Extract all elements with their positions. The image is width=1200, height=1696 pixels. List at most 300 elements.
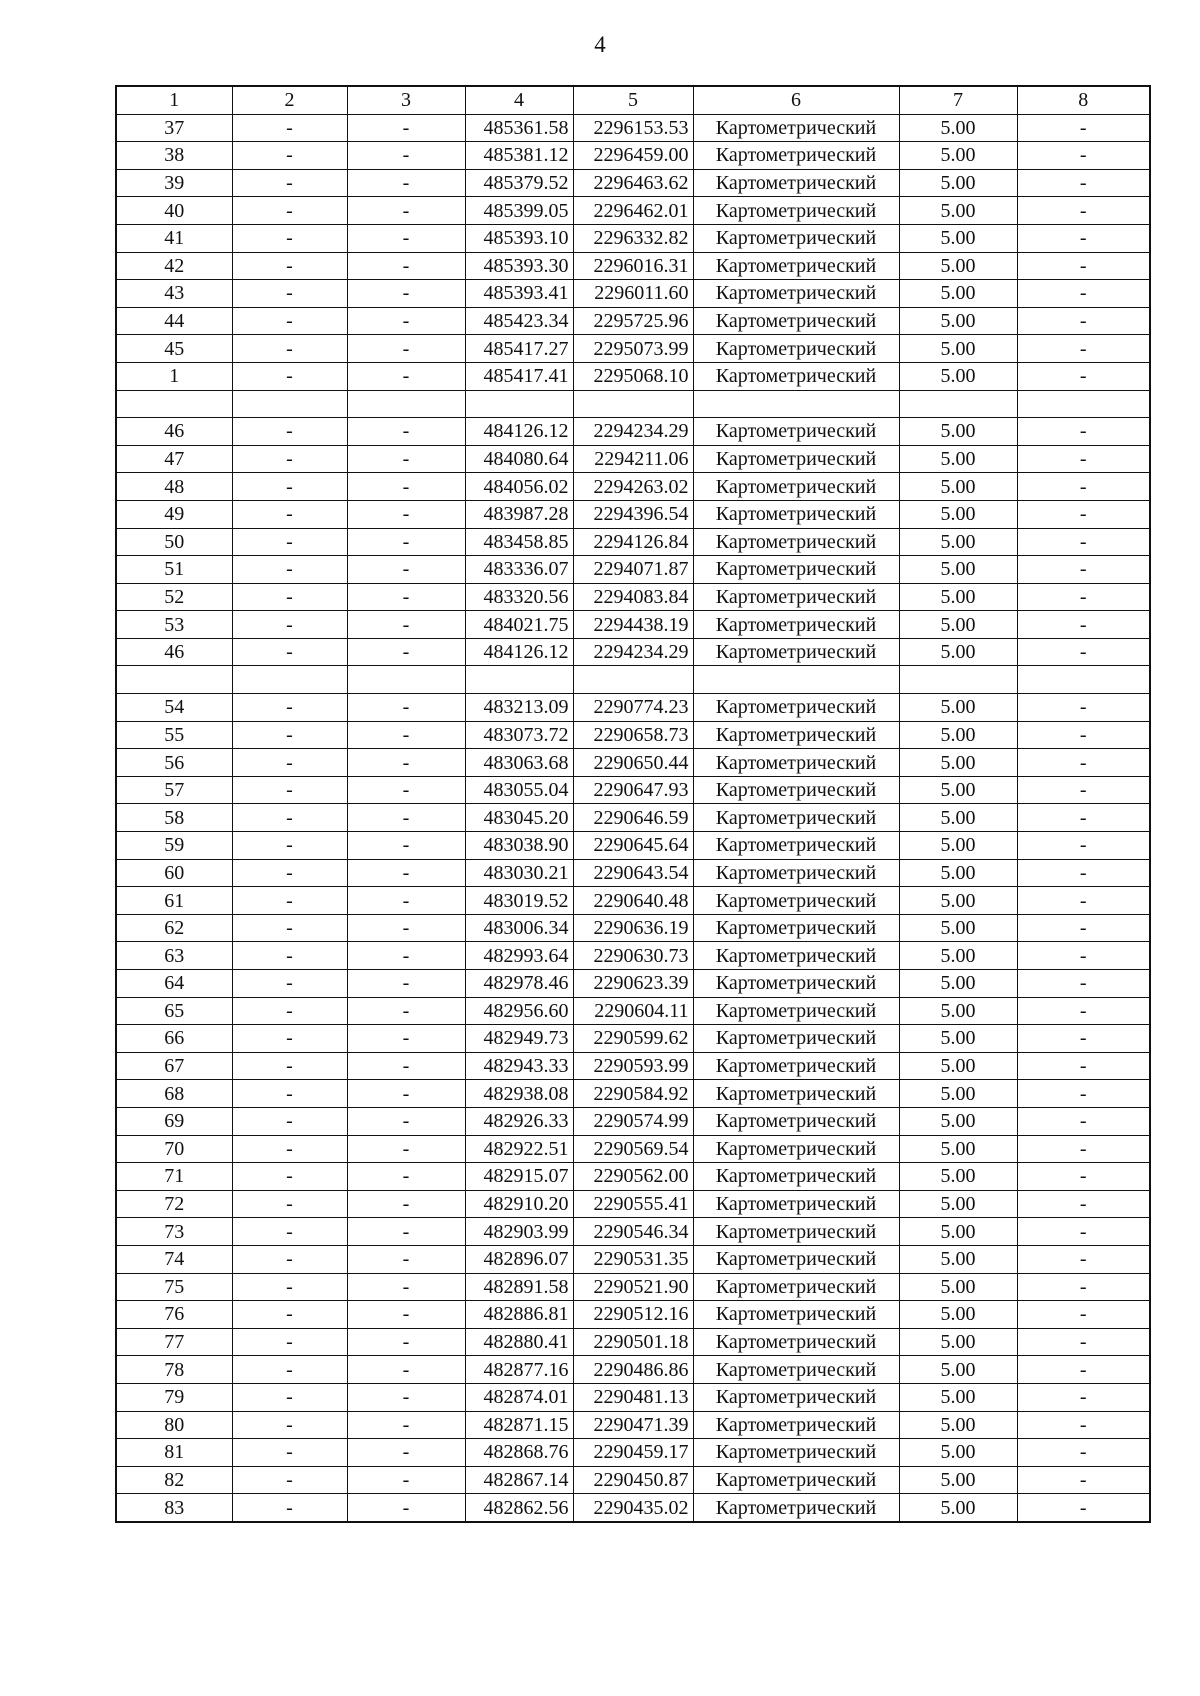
cell-col8: - <box>1017 307 1150 335</box>
coord-x: 482915.07 <box>465 1163 573 1191</box>
table-row <box>116 1190 1150 1218</box>
coord-x: 482867.14 <box>465 1466 573 1494</box>
precision: 5.00 <box>899 1273 1017 1301</box>
point-number: 78 <box>116 1356 232 1384</box>
coord-y: 2296459.00 <box>573 142 693 170</box>
cell-col3: - <box>347 721 465 749</box>
table-row <box>116 1135 1150 1163</box>
cell-col2: - <box>232 1218 347 1246</box>
coord-y: 2290501.18 <box>573 1328 693 1356</box>
cell-col3: - <box>347 1080 465 1108</box>
method: Картометрический <box>693 694 899 722</box>
cell-col2: - <box>232 556 347 584</box>
precision: 5.00 <box>899 362 1017 390</box>
cell-col2: - <box>232 1163 347 1191</box>
cell-col2: - <box>232 1107 347 1135</box>
coord-x: 482938.08 <box>465 1080 573 1108</box>
column-header: 7 <box>899 86 1017 114</box>
coord-y: 2290531.35 <box>573 1245 693 1273</box>
precision: 5.00 <box>899 114 1017 142</box>
coord-x: 485361.58 <box>465 114 573 142</box>
precision: 5.00 <box>899 252 1017 280</box>
point-number: 37 <box>116 114 232 142</box>
precision: 5.00 <box>899 335 1017 363</box>
table-row <box>116 142 1150 170</box>
coord-x: 482956.60 <box>465 997 573 1025</box>
table-row <box>116 307 1150 335</box>
cell-col3: - <box>347 1301 465 1329</box>
point-number: 52 <box>116 583 232 611</box>
table-row <box>116 666 1150 694</box>
method: Картометрический <box>693 776 899 804</box>
precision: 5.00 <box>899 1218 1017 1246</box>
method: Картометрический <box>693 362 899 390</box>
cell-col3: - <box>347 1245 465 1273</box>
cell-col8: - <box>1017 473 1150 501</box>
cell-col3: - <box>347 252 465 280</box>
coord-y: 2290521.90 <box>573 1273 693 1301</box>
table-row <box>116 169 1150 197</box>
coord-x: 482886.81 <box>465 1301 573 1329</box>
cell-col8 <box>1017 390 1150 418</box>
point-number: 46 <box>116 418 232 446</box>
table-row <box>116 1218 1150 1246</box>
point-number: 54 <box>116 694 232 722</box>
point-number: 50 <box>116 528 232 556</box>
coord-x: 485417.41 <box>465 362 573 390</box>
cell-col8: - <box>1017 362 1150 390</box>
cell-col3: - <box>347 970 465 998</box>
method: Картометрический <box>693 335 899 363</box>
precision: 5.00 <box>899 224 1017 252</box>
precision: 5.00 <box>899 749 1017 777</box>
table-row <box>116 1439 1150 1467</box>
cell-col3: - <box>347 887 465 915</box>
coord-y: 2296463.62 <box>573 169 693 197</box>
precision: 5.00 <box>899 1356 1017 1384</box>
method: Картометрический <box>693 114 899 142</box>
precision: 5.00 <box>899 970 1017 998</box>
cell-col2: - <box>232 1494 347 1522</box>
cell-col2: - <box>232 1356 347 1384</box>
cell-col3: - <box>347 749 465 777</box>
precision <box>899 666 1017 694</box>
cell-col2: - <box>232 197 347 225</box>
coord-y: 2290584.92 <box>573 1080 693 1108</box>
coord-x: 483320.56 <box>465 583 573 611</box>
cell-col8: - <box>1017 1411 1150 1439</box>
cell-col2: - <box>232 749 347 777</box>
cell-col8: - <box>1017 1135 1150 1163</box>
cell-col3: - <box>347 418 465 446</box>
point-number: 79 <box>116 1383 232 1411</box>
precision: 5.00 <box>899 1107 1017 1135</box>
table-row <box>116 749 1150 777</box>
table-row <box>116 445 1150 473</box>
cell-col3: - <box>347 362 465 390</box>
precision: 5.00 <box>899 1163 1017 1191</box>
method: Картометрический <box>693 611 899 639</box>
cell-col8: - <box>1017 776 1150 804</box>
method: Картометрический <box>693 224 899 252</box>
coord-y: 2295068.10 <box>573 362 693 390</box>
cell-col8: - <box>1017 1466 1150 1494</box>
coord-y: 2296462.01 <box>573 197 693 225</box>
point-number: 81 <box>116 1439 232 1467</box>
column-header: 3 <box>347 86 465 114</box>
point-number <box>116 666 232 694</box>
method: Картометрический <box>693 583 899 611</box>
table-row <box>116 1466 1150 1494</box>
table-row <box>116 1328 1150 1356</box>
coord-x: 483055.04 <box>465 776 573 804</box>
cell-col3: - <box>347 776 465 804</box>
cell-col8: - <box>1017 638 1150 666</box>
coord-x: 483006.34 <box>465 914 573 942</box>
coord-y: 2295725.96 <box>573 307 693 335</box>
method: Картометрический <box>693 142 899 170</box>
coord-x: 482896.07 <box>465 1245 573 1273</box>
coord-y: 2290555.41 <box>573 1190 693 1218</box>
cell-col2: - <box>232 776 347 804</box>
coord-y: 2290645.64 <box>573 832 693 860</box>
cell-col2: - <box>232 997 347 1025</box>
coord-x <box>465 390 573 418</box>
cell-col2: - <box>232 1466 347 1494</box>
cell-col3: - <box>347 804 465 832</box>
point-number: 46 <box>116 638 232 666</box>
cell-col8: - <box>1017 721 1150 749</box>
cell-col2: - <box>232 694 347 722</box>
point-number: 67 <box>116 1052 232 1080</box>
table-row <box>116 694 1150 722</box>
precision: 5.00 <box>899 914 1017 942</box>
table-row <box>116 362 1150 390</box>
cell-col3: - <box>347 528 465 556</box>
point-number: 43 <box>116 280 232 308</box>
coord-y: 2290481.13 <box>573 1383 693 1411</box>
point-number: 71 <box>116 1163 232 1191</box>
precision: 5.00 <box>899 1052 1017 1080</box>
cell-col8: - <box>1017 556 1150 584</box>
method: Картометрический <box>693 473 899 501</box>
cell-col8: - <box>1017 942 1150 970</box>
table-row <box>116 528 1150 556</box>
method: Картометрический <box>693 1080 899 1108</box>
cell-col2: - <box>232 1080 347 1108</box>
point-number: 44 <box>116 307 232 335</box>
coord-y: 2294234.29 <box>573 418 693 446</box>
cell-col8: - <box>1017 335 1150 363</box>
cell-col2: - <box>232 224 347 252</box>
cell-col8: - <box>1017 114 1150 142</box>
coord-x: 483045.20 <box>465 804 573 832</box>
table-header-row <box>116 86 1150 114</box>
method: Картометрический <box>693 970 899 998</box>
cell-col2: - <box>232 1052 347 1080</box>
cell-col8: - <box>1017 832 1150 860</box>
cell-col3: - <box>347 1273 465 1301</box>
point-number: 76 <box>116 1301 232 1329</box>
cell-col3: - <box>347 556 465 584</box>
cell-col3: - <box>347 997 465 1025</box>
precision: 5.00 <box>899 1025 1017 1053</box>
cell-col8: - <box>1017 1356 1150 1384</box>
cell-col2 <box>232 390 347 418</box>
coord-y: 2290658.73 <box>573 721 693 749</box>
coord-y: 2296153.53 <box>573 114 693 142</box>
coord-x: 482978.46 <box>465 970 573 998</box>
coord-x: 482880.41 <box>465 1328 573 1356</box>
table-row <box>116 583 1150 611</box>
coord-y: 2290486.86 <box>573 1356 693 1384</box>
precision: 5.00 <box>899 1411 1017 1439</box>
cell-col3: - <box>347 1439 465 1467</box>
cell-col8: - <box>1017 1052 1150 1080</box>
cell-col8: - <box>1017 859 1150 887</box>
precision: 5.00 <box>899 1301 1017 1329</box>
precision: 5.00 <box>899 1190 1017 1218</box>
coord-x: 483038.90 <box>465 832 573 860</box>
cell-col2: - <box>232 942 347 970</box>
point-number: 82 <box>116 1466 232 1494</box>
cell-col2: - <box>232 611 347 639</box>
coord-y: 2290623.39 <box>573 970 693 998</box>
method: Картометрический <box>693 280 899 308</box>
coord-y: 2290774.23 <box>573 694 693 722</box>
cell-col3: - <box>347 1218 465 1246</box>
cell-col2 <box>232 666 347 694</box>
table-row <box>116 473 1150 501</box>
point-number: 60 <box>116 859 232 887</box>
precision: 5.00 <box>899 473 1017 501</box>
method: Картометрический <box>693 1411 899 1439</box>
coord-x: 483063.68 <box>465 749 573 777</box>
method: Картометрический <box>693 942 899 970</box>
method: Картометрический <box>693 1218 899 1246</box>
method: Картометрический <box>693 1107 899 1135</box>
coord-y: 2296011.60 <box>573 280 693 308</box>
cell-col2: - <box>232 114 347 142</box>
coord-x: 482993.64 <box>465 942 573 970</box>
cell-col8: - <box>1017 528 1150 556</box>
precision: 5.00 <box>899 445 1017 473</box>
point-number: 64 <box>116 970 232 998</box>
method: Картометрический <box>693 500 899 528</box>
table-row <box>116 611 1150 639</box>
precision: 5.00 <box>899 1245 1017 1273</box>
point-number: 58 <box>116 804 232 832</box>
coord-x: 482943.33 <box>465 1052 573 1080</box>
point-number: 69 <box>116 1107 232 1135</box>
table-row <box>116 1494 1150 1522</box>
precision: 5.00 <box>899 1135 1017 1163</box>
column-header: 5 <box>573 86 693 114</box>
cell-col8: - <box>1017 804 1150 832</box>
cell-col2: - <box>232 832 347 860</box>
coord-x: 484126.12 <box>465 418 573 446</box>
coord-x: 483987.28 <box>465 500 573 528</box>
table-row <box>116 1107 1150 1135</box>
cell-col8: - <box>1017 280 1150 308</box>
point-number: 70 <box>116 1135 232 1163</box>
cell-col2: - <box>232 1025 347 1053</box>
coord-y: 2290647.93 <box>573 776 693 804</box>
coord-y: 2290450.87 <box>573 1466 693 1494</box>
method: Картометрический <box>693 1025 899 1053</box>
cell-col8: - <box>1017 197 1150 225</box>
precision: 5.00 <box>899 1383 1017 1411</box>
coord-y: 2294126.84 <box>573 528 693 556</box>
cell-col8: - <box>1017 1245 1150 1273</box>
table-row <box>116 1163 1150 1191</box>
coord-y: 2290593.99 <box>573 1052 693 1080</box>
cell-col3: - <box>347 914 465 942</box>
coord-y: 2294071.87 <box>573 556 693 584</box>
point-number: 45 <box>116 335 232 363</box>
precision <box>899 390 1017 418</box>
cell-col3: - <box>347 1052 465 1080</box>
coord-x: 485393.10 <box>465 224 573 252</box>
column-header: 1 <box>116 86 232 114</box>
method: Картометрический <box>693 638 899 666</box>
cell-col8: - <box>1017 142 1150 170</box>
table-row <box>116 252 1150 280</box>
cell-col2: - <box>232 1383 347 1411</box>
cell-col3: - <box>347 1190 465 1218</box>
cell-col8: - <box>1017 1301 1150 1329</box>
cell-col3: - <box>347 638 465 666</box>
coord-y: 2290604.11 <box>573 997 693 1025</box>
precision: 5.00 <box>899 1328 1017 1356</box>
cell-col2: - <box>232 280 347 308</box>
cell-col3: - <box>347 1411 465 1439</box>
point-number: 66 <box>116 1025 232 1053</box>
cell-col3: - <box>347 694 465 722</box>
precision: 5.00 <box>899 942 1017 970</box>
method <box>693 390 899 418</box>
point-number: 63 <box>116 942 232 970</box>
table-row <box>116 638 1150 666</box>
column-header: 2 <box>232 86 347 114</box>
point-number: 40 <box>116 197 232 225</box>
precision: 5.00 <box>899 721 1017 749</box>
table-row <box>116 887 1150 915</box>
point-number: 74 <box>116 1245 232 1273</box>
coord-x: 482862.56 <box>465 1494 573 1522</box>
coord-x: 485423.34 <box>465 307 573 335</box>
method: Картометрический <box>693 1163 899 1191</box>
cell-col8: - <box>1017 887 1150 915</box>
table-row <box>116 859 1150 887</box>
cell-col2: - <box>232 473 347 501</box>
precision: 5.00 <box>899 280 1017 308</box>
cell-col3: - <box>347 1135 465 1163</box>
coord-x: 483458.85 <box>465 528 573 556</box>
method: Картометрический <box>693 914 899 942</box>
cell-col8: - <box>1017 500 1150 528</box>
coord-y: 2290636.19 <box>573 914 693 942</box>
method: Картометрический <box>693 1245 899 1273</box>
coord-y: 2295073.99 <box>573 335 693 363</box>
cell-col8: - <box>1017 1190 1150 1218</box>
coord-y: 2290435.02 <box>573 1494 693 1522</box>
cell-col2: - <box>232 859 347 887</box>
cell-col2: - <box>232 638 347 666</box>
table-row <box>116 914 1150 942</box>
coord-x: 482871.15 <box>465 1411 573 1439</box>
coord-y: 2294083.84 <box>573 583 693 611</box>
cell-col3: - <box>347 280 465 308</box>
cell-col2: - <box>232 721 347 749</box>
cell-col3: - <box>347 197 465 225</box>
cell-col2: - <box>232 1135 347 1163</box>
coord-y: 2290640.48 <box>573 887 693 915</box>
method: Картометрический <box>693 1494 899 1522</box>
point-number: 41 <box>116 224 232 252</box>
cell-col8: - <box>1017 1494 1150 1522</box>
cell-col8: - <box>1017 1273 1150 1301</box>
coord-y: 2290471.39 <box>573 1411 693 1439</box>
cell-col8: - <box>1017 1383 1150 1411</box>
coord-x: 485379.52 <box>465 169 573 197</box>
table-row <box>116 197 1150 225</box>
cell-col2: - <box>232 804 347 832</box>
cell-col3 <box>347 390 465 418</box>
method: Картометрический <box>693 1466 899 1494</box>
method: Картометрический <box>693 528 899 556</box>
coord-x: 483336.07 <box>465 556 573 584</box>
cell-col3: - <box>347 1025 465 1053</box>
coord-x: 482874.01 <box>465 1383 573 1411</box>
coord-y: 2290599.62 <box>573 1025 693 1053</box>
point-number: 39 <box>116 169 232 197</box>
cell-col8: - <box>1017 1328 1150 1356</box>
cell-col2: - <box>232 1411 347 1439</box>
coord-y: 2290546.34 <box>573 1218 693 1246</box>
cell-col3: - <box>347 169 465 197</box>
method: Картометрический <box>693 169 899 197</box>
cell-col2: - <box>232 500 347 528</box>
cell-col3: - <box>347 1383 465 1411</box>
cell-col8: - <box>1017 997 1150 1025</box>
coord-x: 485399.05 <box>465 197 573 225</box>
cell-col2: - <box>232 335 347 363</box>
cell-col2: - <box>232 1245 347 1273</box>
method: Картометрический <box>693 1328 899 1356</box>
cell-col3: - <box>347 142 465 170</box>
precision: 5.00 <box>899 418 1017 446</box>
point-number: 83 <box>116 1494 232 1522</box>
coord-y: 2294263.02 <box>573 473 693 501</box>
precision: 5.00 <box>899 1466 1017 1494</box>
column-header: 6 <box>693 86 899 114</box>
point-number: 1 <box>116 362 232 390</box>
precision: 5.00 <box>899 776 1017 804</box>
precision: 5.00 <box>899 997 1017 1025</box>
precision: 5.00 <box>899 611 1017 639</box>
cell-col8: - <box>1017 252 1150 280</box>
cell-col2: - <box>232 1301 347 1329</box>
table-row <box>116 1052 1150 1080</box>
cell-col2: - <box>232 445 347 473</box>
method: Картометрический <box>693 556 899 584</box>
coord-y <box>573 666 693 694</box>
column-header: 4 <box>465 86 573 114</box>
coord-x: 483019.52 <box>465 887 573 915</box>
table-row <box>116 418 1150 446</box>
table-row <box>116 1025 1150 1053</box>
